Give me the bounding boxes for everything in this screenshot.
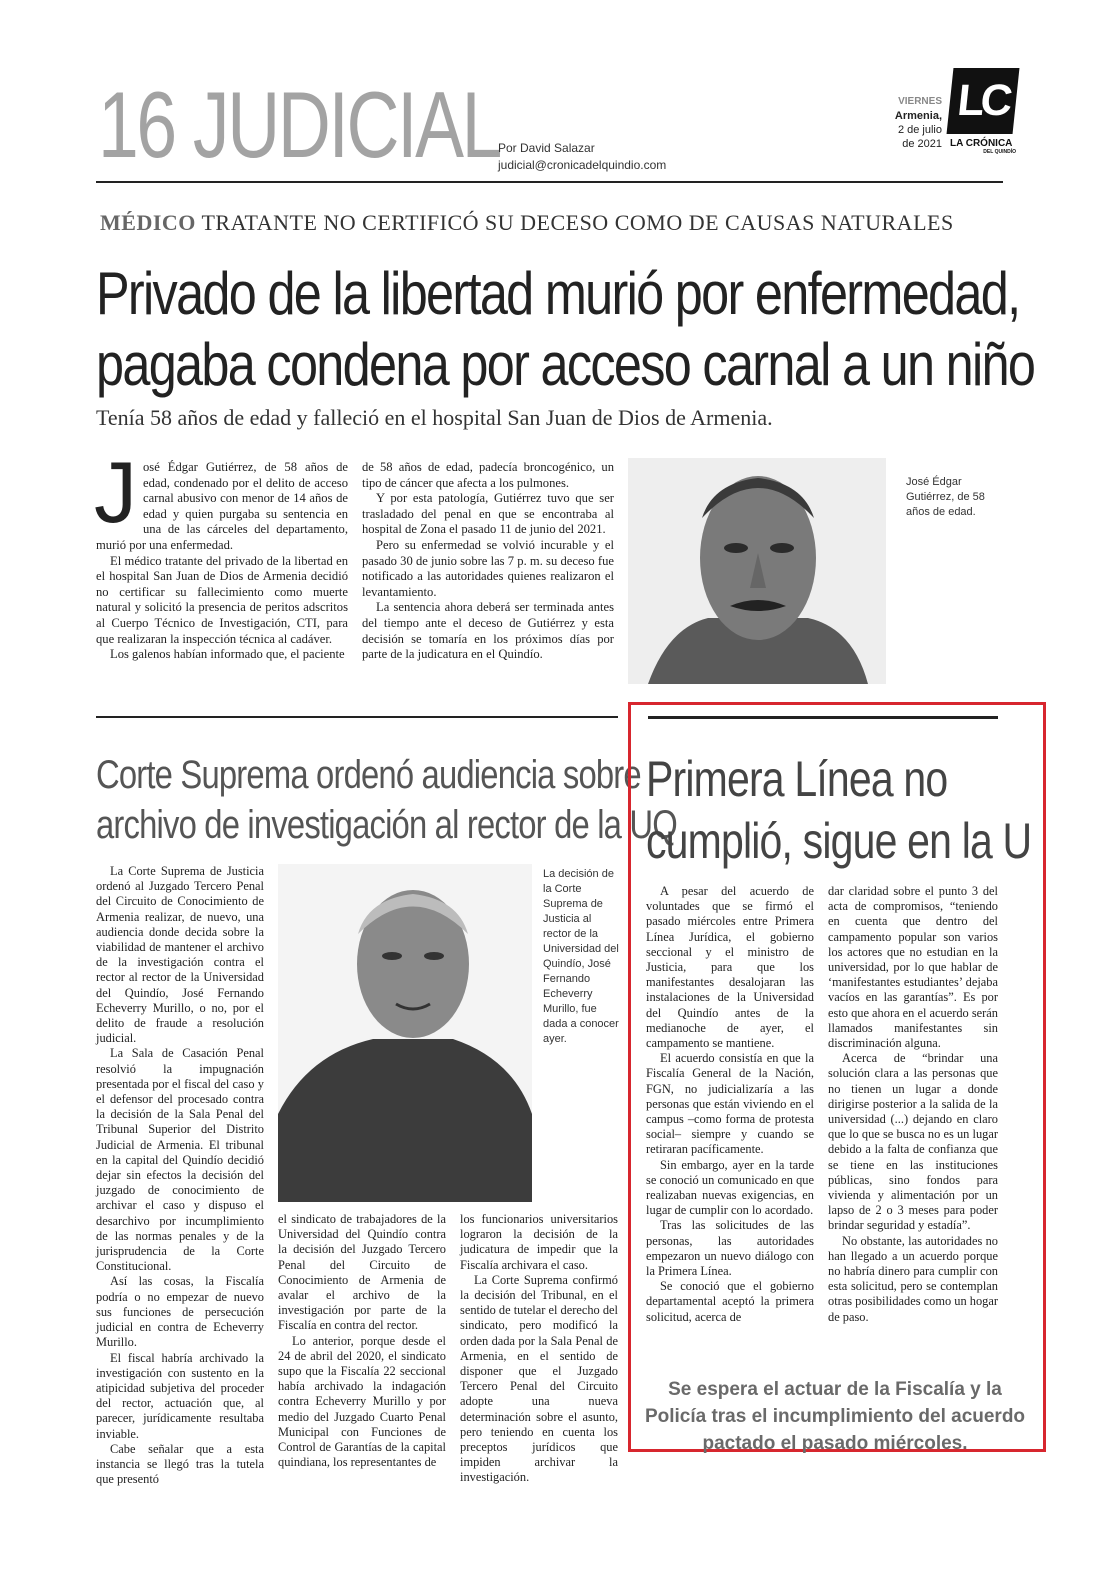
paragraph: dar claridad sobre el punto 3 del acta de compromisos, “teniendo en cuenta que dentro del campamento popular son varios los actores que no estudian en la universidad, por lo que hablar de ‘manifestantes estudiantes’ dejaba vacíos en las garantías”. Es por esto que ahora en el acuerdo serán llamados manifestantes sin discriminación alguna. <box>828 884 998 1051</box>
paragraph: La Corte Suprema confirmó la decisión del Tribunal, en el sentido de tutelar el derecho del sindicato, pero modificó la orden dada por la Sala Penal de Armenia, en el sentido de disponer que el Juzgado Tercero Penal del Circuito adopte una nueva determinación sobre el asunto, pero teniendo en cuenta los preceptos jurídicos que impiden archivar la investigación. <box>460 1272 618 1485</box>
paragraph: los funcionarios universitarios lograron la decisión de la judicatura de impedir que la Fiscalía archivara el caso. <box>460 1212 618 1272</box>
author: Por David Salazar <box>498 141 595 155</box>
paragraph: La Sala de Casación Penal resolvió la impugnación presentada por el fiscal del caso y el defensor del procesado contra la decisión de la Sala Penal del Tribunal Superior del Distrito Judicial de Armenia. El tribunal en la capital del Quindío decidió dejar sin efectos la decisión del juzgado de conocimiento de archivar el caso y dispuso el desarchivo por incumplimiento de las normas penales y de la jurisprudencia de la Corte Constitucional. <box>96 1046 264 1274</box>
paragraph: La sentencia ahora deberá ser terminada antes del tiempo ante el deceso de Gutiérrez y esta decisión se tomaría en los próximos días por parte de la judicatura en el Quindío. <box>362 600 614 662</box>
rector-image <box>278 864 532 1202</box>
paragraph: El acuerdo consistía en que la Fiscalía General de la Nación, FGN, no judicializaría a las personas que están viviendo en el campus –como forma de protesta social– siempre y cuando se retiraran pacíficamente. <box>646 1051 814 1157</box>
sidebar-headline-line-1: Primera Línea no <box>646 751 948 807</box>
kicker <box>100 210 954 236</box>
kicker-bold: MÉDICO <box>100 210 196 235</box>
date-year: de 2021 <box>902 138 942 150</box>
story2-headline <box>96 750 677 850</box>
story1-column-1 <box>94 445 348 663</box>
sidebar-rule <box>648 716 998 719</box>
date-city: Armenia, <box>894 110 942 122</box>
story2-headline-line-2: archivo de investigación al rector de la UQ <box>96 803 677 847</box>
section-rule <box>96 716 618 718</box>
paragraph: Acerca de “brindar una solución clara a las personas que no tienen un lugar a donde dirigirse posterior a la salida de la universidad (...) dejando en claro que lo que se busca no es un lugar debido a la falta de confianza que se tiene en las instituciones públicas, sino fondos para vivienda y alimentación por un lapso de 2 o 3 meses para poder brindar seguridad y estadía”. <box>828 1051 998 1233</box>
paragraph: El fiscal habría archivado la investigación con sustento en la atipicidad subjetiva del proceder del rector, actuación que, al parecer, jurídicamente resultaba inviable. <box>96 1350 264 1441</box>
kicker-rest: TRATANTE NO CERTIFICÓ SU DECESO COMO DE CAUSAS NATURALES <box>195 210 954 235</box>
drop-cap: J <box>94 445 137 541</box>
paragraph: A pesar del acuerdo de voluntades que se firmó el pasado miércoles entre Primera Línea Jurídica, el gobierno seccional y el ministro de Justicia, para que los manifestantes desalojaran las instalaciones de la Universidad del Quindío antes de la medianoche de ayer, el campamento se mantiene. <box>646 884 814 1051</box>
paragraph: el sindicato de trabajadores de la Universidad del Quindío contra la decisión del Juzgado Tercero Penal del Circuito de Conocimiento de Armenia de avalar el archivo de la investigación por parte de la Fiscalía en contra del rector. <box>278 1212 446 1333</box>
sidebar-column-1 <box>646 884 814 1325</box>
paragraph: Pero su enfermedad se volvió incurable y el pasado 30 de junio sobre las 7 p. m. su deceso fue notificado a las autoridades quienes realizaron el levantamiento. <box>362 537 614 599</box>
paragraph: Así las cosas, la Fiscalía podría o no empezar de nuevo sus funciones de persecución judicial en contra de Echeverry Murillo. <box>96 1274 264 1350</box>
portrait-photo <box>628 458 886 684</box>
date-weekday: VIERNES <box>898 96 942 107</box>
headline-line-1: Privado de la libertad murió por enfermedad, <box>96 260 1020 327</box>
story2-headline-line-1: Corte Suprema ordenó audiencia sobre <box>96 753 641 797</box>
paragraph: José Édgar Gutiérrez, de 58 años de edad, condenado por el delito de acceso carnal abusivo con menor de 14 años de edad y quien purgaba su sentencia en una de las cárceles del departamento, murió por una enfermedad. <box>94 445 348 552</box>
header-rule <box>96 181 1003 183</box>
headline-line-2: pagaba condena por acceso carnal a un niño <box>96 331 1035 398</box>
story2-column-3 <box>460 1212 618 1486</box>
sidebar-headline-line-2: cumplió, sigue en la U <box>646 813 1032 869</box>
section-title: 16 JUDICIAL <box>98 72 501 177</box>
paragraph: Lo anterior, porque desde el 24 de abril del 2020, el sindicato supo que la Fiscalía 22 seccional había archivado la indagación contra Echeverry Murillo y por medio del Juzgado Cuarto Penal Municipal con Funciones de Control de Garantías de la capital quindiana, los representantes de <box>278 1333 446 1470</box>
paragraph: Cabe señalar que a esta instancia se llegó tras la tutela que presentó <box>96 1441 264 1487</box>
pull-quote: Se espera el actuar de la Fiscalía y la Policía tras el incumplimiento del acuerdo pactado el pasado miércoles. <box>644 1379 1026 1454</box>
paragraph: El médico tratante del privado de la libertad en el hospital San Juan de Dios de Armenia decidió no certificar su fallecimiento como muerte natural y solicitó la presencia de peritos adscritos al Cuerpo Técnico de Investigación, CTI, para que realizaran la inspección técnica al cadáver. <box>96 553 348 646</box>
date-day: 2 de julio <box>897 124 942 136</box>
main-headline <box>96 258 1035 400</box>
newspaper-logo <box>950 68 1016 155</box>
rector-photo <box>278 864 532 1202</box>
paragraph: Se conoció que el gobierno departamental aceptó la primera solicitud, acerca de <box>646 1279 814 1324</box>
sidebar-column-2 <box>828 884 998 1325</box>
paragraph: Y por esta patología, Gutiérrez tuvo que ser trasladado del penal en que se encontraba al hospital de Zona el pasado 11 de junio del 2021. <box>362 491 614 537</box>
byline <box>498 140 666 174</box>
photo-caption: José Édgar Gutiérrez, de 58 años de edad. <box>906 476 985 518</box>
portrait-image <box>628 458 886 684</box>
story2-column-2 <box>278 1212 446 1470</box>
logo-mark: LC <box>947 68 1020 134</box>
paragraph: Los galenos habían informado que, el paciente <box>110 647 345 662</box>
story2-column-1 <box>96 864 264 1487</box>
author-email: judicial@cronicadelquindio.com <box>498 158 667 172</box>
rector-photo-caption: La decisión de la Corte Suprema de Justicia al rector de la Universidad del Quindío, José Fernando Echeverry Murillo, fue dada a conocer ayer. <box>543 868 619 1045</box>
paragraph: Tras las solicitudes de las personas, las autoridades empezaron un nuevo diálogo con la Primera Línea. <box>646 1218 814 1279</box>
paragraph: Sin embargo, ayer en la tarde se conoció un comunicado en que realizaban nuevas exigencias, en lugar de cumplir con lo acordado. <box>646 1157 814 1218</box>
subheadline: Tenía 58 años de edad y falleció en el hospital San Juan de Dios de Armenia. <box>96 405 773 430</box>
paragraph: No obstante, las autoridades no han llegado a un acuerdo porque no habría dinero para cumplir con esta solicitud, pero se contemplan otras posibilidades como un hogar de paso. <box>828 1233 998 1324</box>
logo-name: LA CRÓNICA <box>950 138 1013 149</box>
sidebar-headline <box>646 748 1031 872</box>
story1-column-2 <box>362 460 614 663</box>
logo-sub: DEL QUINDÍO <box>983 149 1016 155</box>
paragraph: de 58 años de edad, padecía broncogénico, un tipo de cáncer que afecta a los pulmones. <box>362 460 614 490</box>
paragraph: La Corte Suprema de Justicia ordenó al Juzgado Tercero Penal del Circuito de Conocimiento de Armenia realizar, de nuevo, una audiencia donde decida sobre la viabilidad de mantener el archivo de la investigación contra el rector al rector de la Universidad del Quindío, José Fernando Echeverry Murillo, o no, por el delito de fraude a resolución judicial. <box>96 864 264 1046</box>
issue-date <box>862 95 942 151</box>
